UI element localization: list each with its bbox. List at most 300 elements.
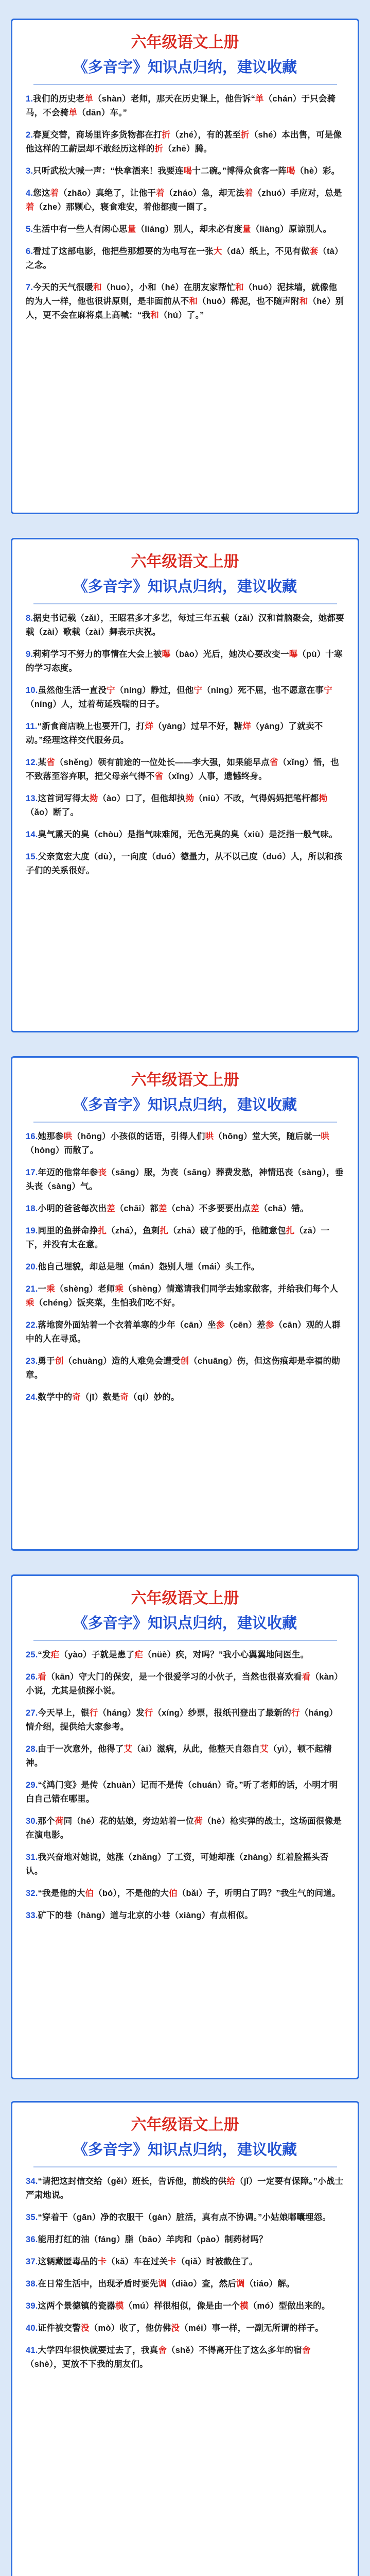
- highlighted-character: 行: [291, 1708, 300, 1718]
- item-text: （mú）样很相似，像是由一个: [124, 2301, 240, 2311]
- list-item: [26, 2211, 344, 2225]
- card-title: 六年级语文上册: [131, 553, 239, 570]
- highlighted-character: 单: [255, 94, 264, 104]
- item-text: （dà）纸上，不见有: [222, 247, 301, 256]
- item-number: 17.: [26, 1168, 38, 1177]
- list-item: [26, 850, 344, 878]
- item-text: （niù）不改，气得妈妈把笔杆都: [194, 794, 319, 803]
- list-item: [26, 2277, 344, 2291]
- item-text: 在日常生活中，出现矛盾时要先: [38, 2279, 158, 2289]
- item-number: 39.: [26, 2301, 38, 2311]
- item-text: “《鸿门宴》是传: [38, 1781, 98, 1790]
- highlighted-character: 疟: [50, 1650, 60, 1659]
- item-text: 的: [34, 1334, 43, 1344]
- highlighted-character: 看: [302, 1672, 311, 1682]
- list-item: [26, 612, 344, 639]
- highlighted-character: 乘: [46, 1284, 55, 1294]
- item-text: 年: [167, 1320, 175, 1330]
- list-item: [26, 1130, 344, 1158]
- item-text: （zháo）急，却无法: [164, 189, 244, 198]
- item-number: 19.: [26, 1226, 38, 1235]
- item-text: （chuāng）伤，但这伤痕却是幸福的勋章。: [26, 1357, 340, 1380]
- item-text: 为: [162, 247, 171, 256]
- list-item: [26, 2299, 344, 2313]
- list-item: [26, 1851, 344, 1878]
- highlighted-character: 量: [242, 225, 251, 234]
- item-text: （ài）滋病，从此，他整天自怨自: [132, 1744, 260, 1754]
- highlighted-character: 没: [81, 2324, 90, 2333]
- highlighted-character: 创: [55, 1357, 64, 1366]
- item-text: （yàng）过早不好，糖: [153, 722, 243, 731]
- item-text: 证件被交警: [38, 2324, 81, 2333]
- highlighted-character: 哄: [205, 1132, 214, 1141]
- knowledge-card-4: [11, 1574, 359, 2079]
- highlighted-character: 着: [244, 189, 253, 198]
- list-item: [26, 1224, 344, 1252]
- item-text: 今天的天气很暖: [33, 283, 94, 292]
- item-text: （hè）枪实弹的战士，这场面很像是在演电影。: [26, 1817, 342, 1840]
- list-item: [26, 164, 344, 178]
- list-item: [26, 792, 344, 820]
- item-text: （jī）数是: [81, 1393, 120, 1402]
- item-text: （shàn）老师，那天在历史课上，他告诉“: [93, 94, 256, 104]
- card-subtitle: 《多音字》知识点归纳，建议收藏: [73, 1097, 297, 1113]
- card-title: 六年级语文上册: [131, 1590, 239, 1607]
- item-number: 9.: [26, 650, 33, 659]
- highlighted-character: 着: [155, 189, 165, 198]
- item-text: 同里的鱼拼命挣: [38, 1226, 98, 1235]
- item-text: （gěi）班长，告诉他，前线的供: [102, 2177, 227, 2186]
- item-text: （zhē）腾。: [163, 144, 213, 154]
- highlighted-character: 卡: [98, 2257, 107, 2266]
- item-text: （shè），更放不下我的朋友们。: [26, 2360, 148, 2369]
- item-text: （kān）守大门的保安，是一个很爱学习的小伙子，当然也很喜欢看: [46, 1672, 302, 1682]
- item-list: [12, 1123, 358, 1404]
- item-text: 他自己埋貌，却总是埋（mán）怨别人埋（mái）头工作。: [38, 1262, 260, 1272]
- item-text: （háng）发: [98, 1708, 145, 1718]
- highlighted-character: 艾: [124, 1744, 133, 1754]
- item-text: 一: [38, 1284, 47, 1294]
- item-text: （zhā）破了他的手，他随意包: [168, 1226, 286, 1235]
- item-text: 那: [127, 247, 136, 256]
- item-number: 13.: [26, 794, 38, 803]
- highlighted-character: 荷: [55, 1817, 64, 1826]
- list-item: [26, 648, 344, 675]
- item-text: （liáng）别人，却未必有度: [136, 225, 243, 234]
- card-title: 六年级语文上册: [131, 2116, 239, 2133]
- highlighted-character: 丧: [98, 1168, 107, 1177]
- item-text: （yáng）了就卖不动。”经理这样交代服务员。: [26, 722, 323, 745]
- item-text: （zhá），鱼刺: [107, 1226, 160, 1235]
- item-text: （hé）在朋友家帮忙: [156, 283, 236, 292]
- item-text: （bào）光后，她决心要改变一: [170, 650, 289, 659]
- item-text: （ǎo）断了。: [26, 808, 79, 817]
- highlighted-character: 扎: [98, 1226, 107, 1235]
- item-text: （liàng）原谅别人。: [251, 225, 332, 234]
- item-text: “发: [38, 1650, 51, 1659]
- highlighted-character: 扎: [286, 1226, 295, 1235]
- list-item: [26, 1202, 344, 1216]
- item-text: 寒: [140, 1320, 150, 1330]
- item-text: （qiǎ）时被截住了。: [176, 2257, 258, 2266]
- highlighted-character: 舍: [158, 2346, 167, 2355]
- highlighted-character: 省: [154, 772, 164, 781]
- highlighted-character: 调: [236, 2279, 245, 2289]
- item-number: 23.: [26, 1357, 38, 1366]
- item-text: （yào）子就是患了: [59, 1650, 135, 1659]
- list-item: [26, 1909, 344, 1923]
- item-text: 我兴奋地对她说，她涨（zhǎng）了工资，可她却涨（zhàng）红着脸摇头否认。: [26, 1853, 329, 1876]
- item-text: （níng）静过，但他: [115, 686, 194, 695]
- item-number: 11.: [26, 722, 38, 731]
- item-number: 36.: [26, 2235, 38, 2244]
- item-text: 虽然他生活一直没: [38, 686, 107, 695]
- highlighted-character: 奇: [72, 1393, 81, 1402]
- item-number: 7.: [26, 283, 33, 292]
- item-text: 父亲宽宏大度（dù），一向度（duó）德量力，从不以己度（duó）人，所以和孩子们的关系很好。: [26, 852, 343, 875]
- item-text: （jǐ）一定要有保障。”小战士严肃地说。: [26, 2177, 344, 2200]
- list-item: [26, 187, 344, 214]
- item-text: （kǎ）车在过关: [107, 2257, 168, 2266]
- list-item: [26, 2344, 344, 2371]
- item-text: 臭气熏天的臭（chòu）是指气味难闻，无色无臭的臭（xiù）是泛指一般气味。: [38, 830, 338, 839]
- list-item: [26, 128, 344, 156]
- item-list: [12, 85, 358, 323]
- list-item: [26, 245, 344, 273]
- highlighted-character: 量: [127, 225, 136, 234]
- highlighted-character: 卡: [168, 2257, 177, 2266]
- highlighted-character: 没: [171, 2324, 180, 2333]
- highlighted-character: 拗: [89, 794, 98, 803]
- item-text: “穿着干（gān）净的衣服干（gàn）脏活，真有点不协调。”小姑娘嘟囔埋怨。: [38, 2213, 331, 2222]
- item-text: 落地窗外面站着一个衣着: [38, 1320, 133, 1330]
- item-text: “我是他的大: [38, 1889, 85, 1898]
- highlighted-character: 差: [107, 1204, 115, 1213]
- highlighted-character: 疟: [134, 1650, 144, 1659]
- highlighted-character: 拗: [185, 794, 195, 803]
- highlighted-character: 模: [115, 2301, 124, 2311]
- highlighted-character: 艾: [260, 1744, 269, 1754]
- item-text: （hòng）而散了。: [26, 1146, 99, 1155]
- highlighted-character: 调: [158, 2279, 167, 2289]
- item-text: 今天早上，银: [38, 1708, 90, 1718]
- highlighted-character: 伯: [169, 1889, 178, 1898]
- item-number: 5.: [26, 225, 33, 234]
- item-text: 看过了这部电影，他把: [33, 247, 119, 256]
- list-item: [26, 1391, 344, 1404]
- item-text: （zhe）那颗心，寝食难安，着他都瘦一圈了。: [34, 202, 213, 212]
- card-subtitle: 《多音字》知识点归纳，建议收藏: [73, 1615, 297, 1632]
- item-number: 31.: [26, 1853, 38, 1862]
- highlighted-character: 行: [144, 1708, 153, 1718]
- item-text: 年迈的他常年参: [38, 1168, 98, 1177]
- item-text: （zā）一下，并没有太在意。: [26, 1226, 330, 1249]
- highlighted-character: 行: [89, 1708, 98, 1718]
- item-text: 小明的爸爸每次出: [38, 1204, 107, 1213]
- item-text: 矿下的巷（hàng）道与北京的小巷（xiàng）有点相似。: [38, 1911, 253, 1920]
- highlighted-character: 烊: [145, 722, 154, 731]
- highlighted-character: 和: [150, 311, 159, 320]
- item-number: 20.: [26, 1262, 38, 1272]
- item-text: （hú）了。”: [158, 311, 204, 320]
- item-text: （ào）口了，但他却执: [98, 794, 186, 803]
- highlighted-character: 折: [162, 130, 171, 140]
- highlighted-character: 省: [46, 758, 55, 767]
- highlighted-character: 宁: [324, 686, 332, 695]
- item-list: [12, 1641, 358, 1923]
- item-text: （shèng）老师: [55, 1284, 115, 1294]
- highlighted-character: 哄: [63, 1132, 73, 1141]
- item-number: 33.: [26, 1911, 38, 1920]
- item-text: 能用打红的油（fáng）脂（bāo）羊肉和（pào）制药材吗？: [38, 2235, 268, 2244]
- highlighted-character: 喝: [183, 166, 192, 176]
- item-text: 生活中有一些人有闲心思: [33, 225, 128, 234]
- highlighted-character: 和: [189, 297, 198, 306]
- item-number: 8.: [26, 614, 33, 623]
- item-text: （pù）十寒的学习态度。: [26, 650, 343, 673]
- item-number: 41.: [26, 2346, 38, 2355]
- item-text: （bǎi）子，听明白了吗？”我生气的问道。: [177, 1889, 341, 1898]
- list-item: [26, 684, 344, 711]
- item-text: （yì），顿不起精神。: [26, 1744, 332, 1768]
- list-item: [26, 1670, 344, 1698]
- item-number: 14.: [26, 830, 38, 839]
- item-number: 16.: [26, 1132, 38, 1141]
- item-number: 29.: [26, 1781, 38, 1790]
- item-text: （nüè）疾，对吗？”我小心翼翼地问医生。: [143, 1650, 309, 1659]
- list-item: [26, 1318, 344, 1346]
- item-text: （chà）不多要要出点: [167, 1204, 251, 1213]
- item-text: （diào）查，然后: [167, 2279, 236, 2289]
- knowledge-card-5: [11, 2101, 359, 2576]
- item-text: （huo），小和: [101, 283, 156, 292]
- item-text: （shěng）领有前途的一位处长——李大强，如果能早点: [55, 758, 270, 767]
- item-list: [12, 604, 358, 878]
- highlighted-character: 喝: [287, 166, 295, 176]
- item-text: 的: [149, 1320, 158, 1330]
- item-text: （shé）本出售，可是像他这样的工薪层却不敢经历这样的: [26, 130, 342, 154]
- item-text: （cān）观的人群中: [26, 1320, 341, 1344]
- list-item: [26, 1648, 344, 1662]
- item-number: 6.: [26, 247, 33, 256]
- item-text: （hè）别人，更不会在麻将桌上高喊：“我: [26, 297, 344, 320]
- highlighted-character: 烊: [242, 722, 251, 731]
- highlighted-character: 曝: [162, 650, 171, 659]
- list-item: [26, 1742, 344, 1770]
- item-text: （chāi）都: [115, 1204, 158, 1213]
- item-text: 勇于: [38, 1357, 55, 1366]
- highlighted-character: 着: [26, 202, 34, 212]
- item-text: 那个: [38, 1817, 55, 1826]
- item-text: 莉莉学习不努力的事情在大会上被: [33, 650, 162, 659]
- highlighted-character: 曝: [289, 650, 298, 659]
- item-text: （hé）花的姑娘，旁边站着一位: [72, 1817, 195, 1826]
- list-item: [26, 828, 344, 842]
- highlighted-character: 单: [84, 94, 94, 104]
- card-subtitle: 《多音字》知识点归纳，建议收藏: [73, 59, 297, 76]
- item-text: （tà）之念。: [26, 247, 343, 270]
- knowledge-card-1: [11, 19, 359, 514]
- highlighted-character: 套: [309, 247, 319, 256]
- item-text: “请把这封信交给: [38, 2177, 102, 2186]
- item-text: （níng）人，过着苟延残喘的日子。: [26, 700, 165, 709]
- item-text: 这两个景德镇的瓷器: [38, 2301, 115, 2311]
- item-text: （chā）错。: [259, 1204, 309, 1213]
- item-text: （hōng）堂大笑，随后就一: [214, 1132, 321, 1141]
- item-text: （zhāo）真绝了，让他干: [59, 189, 156, 198]
- list-item: [26, 2175, 344, 2202]
- highlighted-character: 差: [158, 1204, 167, 1213]
- item-text: 我们的历史老: [33, 94, 85, 104]
- item-text: （kàn）小说，尤其是侦探小说。: [26, 1672, 343, 1696]
- item-text: （hōng）小孩似的话语，引得人们: [72, 1132, 205, 1141]
- item-text: 这辆藏匿毒品的: [38, 2257, 98, 2266]
- item-text: （méi）事一样，一副无所谓的样子。: [180, 2324, 324, 2333]
- item-text: （bó），不是他的大: [94, 1889, 169, 1898]
- highlighted-character: 省: [269, 758, 278, 767]
- list-item: [26, 223, 344, 236]
- list-item: [26, 1354, 344, 1382]
- item-text: （qí）妙的。: [129, 1393, 180, 1402]
- item-text: 据史书记载（zǎi），王昭君多才多艺，每过三年五载（zǎi）汉和首脑聚会，她都要载（zài）歌载（zài）舞表示庆祝。: [26, 614, 344, 637]
- list-item: [26, 281, 344, 323]
- item-text: （zhuàn）记而不是传（chuán）奇。”听了老师的话，小明才明白自己错在哪里。: [26, 1781, 338, 1804]
- item-text: （zhuó）手应对，总是: [253, 189, 342, 198]
- item-text: 数学中的: [38, 1393, 73, 1402]
- item-number: 21.: [26, 1284, 38, 1294]
- item-number: 2.: [26, 130, 33, 140]
- card-subtitle: 《多音字》知识点归纳，建议收藏: [73, 2142, 297, 2158]
- item-number: 37.: [26, 2257, 38, 2266]
- list-item: [26, 2233, 344, 2247]
- item-number: 32.: [26, 1889, 38, 1898]
- highlighted-character: 给: [226, 2177, 236, 2186]
- highlighted-character: 拗: [319, 794, 328, 803]
- item-text: （mó）型做出来的。: [248, 2301, 330, 2311]
- highlighted-character: 宁: [193, 686, 203, 695]
- item-text: 大学四年很快就要过去了，我真: [38, 2346, 158, 2355]
- list-item: [26, 1815, 344, 1842]
- knowledge-card-3: [11, 1056, 359, 1551]
- highlighted-character: 和: [299, 297, 308, 306]
- highlighted-character: 大: [213, 247, 222, 256]
- item-text: 的: [153, 247, 162, 256]
- highlighted-character: 舍: [302, 2346, 311, 2355]
- item-number: 30.: [26, 1817, 38, 1826]
- list-item: [26, 1260, 344, 1274]
- highlighted-character: 差: [251, 1204, 259, 1213]
- list-item: [26, 1887, 344, 1901]
- item-text: （háng）情介绍，提供给大家参考。: [26, 1708, 338, 1732]
- item-text: （dān）车。”: [77, 108, 128, 117]
- item-text: （cān）坐: [175, 1320, 216, 1330]
- highlighted-character: 参: [216, 1320, 225, 1330]
- item-text: 些: [119, 247, 128, 256]
- item-text: （huò）稀泥，也不随声附: [198, 297, 299, 306]
- highlighted-character: 看: [38, 1672, 47, 1682]
- highlighted-character: 奇: [120, 1393, 129, 1402]
- highlighted-character: 伯: [85, 1889, 94, 1898]
- list-item: [26, 1706, 344, 1734]
- list-item: [26, 720, 344, 748]
- item-number: 26.: [26, 1672, 38, 1682]
- list-item: [26, 756, 344, 784]
- item-list: [12, 2167, 358, 2371]
- item-number: 27.: [26, 1708, 38, 1718]
- item-text: 某: [38, 758, 47, 767]
- item-text: （chéng）饭夹菜，生怕我们吃不好。: [34, 1298, 181, 1308]
- item-text: 写: [179, 247, 188, 256]
- item-text: （zhé），有的甚至: [170, 130, 241, 140]
- item-number: 25.: [26, 1650, 38, 1659]
- item-text: （chuàng）造的人难免会遭受: [63, 1357, 181, 1366]
- knowledge-card-2: [11, 538, 359, 1032]
- item-number: 22.: [26, 1320, 38, 1330]
- highlighted-character: 折: [154, 144, 164, 154]
- item-text: 由于一次意外，他得了: [38, 1744, 124, 1754]
- item-text: 人在寻觅。: [43, 1334, 86, 1344]
- list-item: [26, 1282, 344, 1310]
- item-text: （xǐng）悟，也不致落至容弃职，把父母亲气得不: [26, 758, 339, 781]
- item-number: 3.: [26, 166, 33, 176]
- item-number: 10.: [26, 686, 38, 695]
- highlighted-character: 宁: [107, 686, 115, 695]
- item-text: 想要: [136, 247, 153, 256]
- item-text: （tiáo）解。: [244, 2279, 295, 2289]
- item-number: 38.: [26, 2279, 38, 2289]
- item-text: （shě）不得离开住了这么多年的宿: [167, 2346, 302, 2355]
- item-text: 只听武松大喊一声：“快拿酒来！我要连: [33, 166, 184, 176]
- highlighted-character: 和: [93, 283, 102, 292]
- highlighted-character: 乘: [115, 1284, 124, 1294]
- highlighted-character: 着: [50, 189, 59, 198]
- item-text: 同: [63, 1817, 73, 1826]
- highlighted-character: 模: [240, 2301, 249, 2311]
- item-text: （sāng）服，为丧（sāng）葬费发愁，神情迅丧（sàng），垂头丧（sàng）气。: [26, 1168, 344, 1191]
- card-subtitle: 《多音字》知识点归纳，建议收藏: [73, 579, 297, 595]
- item-text: （shèng）情邀请我们同学去她家做客，并给我们每个人: [124, 1284, 339, 1294]
- item-text: 十二碗。”博得众食客一阵: [192, 166, 287, 176]
- item-number: 4.: [26, 189, 33, 198]
- item-number: 1.: [26, 94, 33, 104]
- highlighted-character: 哄: [321, 1132, 330, 1141]
- highlighted-character: 荷: [194, 1817, 203, 1826]
- list-item: [26, 1778, 344, 1806]
- highlighted-character: 扎: [160, 1226, 169, 1235]
- item-text: 她那参: [38, 1132, 64, 1141]
- item-number: 12.: [26, 758, 38, 767]
- item-text: （hè）彩。: [295, 166, 340, 176]
- list-item: [26, 2321, 344, 2335]
- list-item: [26, 2255, 344, 2269]
- highlighted-character: 乘: [26, 1298, 34, 1308]
- item-text: （xíng）纱票，报纸刊登出了最新的: [153, 1708, 292, 1718]
- item-text: （cēn）差: [224, 1320, 266, 1330]
- item-text: （xǐng）人事，遗憾终身。: [163, 772, 267, 781]
- item-text: 电: [170, 247, 180, 256]
- item-text: 在一张: [187, 247, 214, 256]
- item-text: （mò）收了，他仿佛: [89, 2324, 171, 2333]
- highlighted-character: 单: [68, 108, 78, 117]
- item-number: 15.: [26, 852, 38, 861]
- item-text: “新食商店晚上也要开门，打: [37, 722, 145, 731]
- card-title: 六年级语文上册: [131, 34, 239, 51]
- item-text: 春夏交替，商场里许多货物都在打: [33, 130, 162, 140]
- item-text: （chán）于只会骑马，不会骑: [26, 94, 336, 117]
- item-number: 34.: [26, 2177, 38, 2186]
- item-text: 做: [301, 247, 310, 256]
- item-number: 28.: [26, 1744, 38, 1754]
